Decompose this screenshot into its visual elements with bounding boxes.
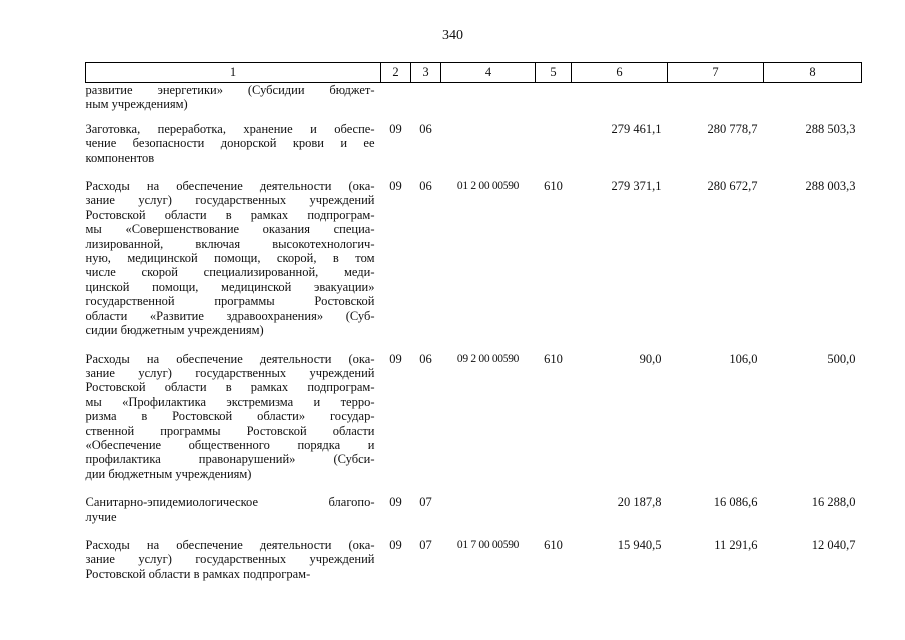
description-line: развитие энергетики» (Субсидии бюджет- [85,83,375,97]
amount-col-7 [668,83,764,122]
description-line: мы «Совершенствование оказания специа- [85,222,375,237]
amount-col-6: 279 461,1 [611,121,662,136]
description-line: Ростовской области в рамках подпрограм- [85,207,375,222]
expense-type-code: 610 [544,179,563,194]
description-line: чение безопасности донорской крови и ее [85,136,375,151]
table-header-row [86,63,862,83]
amount-col-8: 288 003,3 [805,179,856,194]
page-number: 340 [442,28,463,43]
description-line: дии бюджетным учреждениям) [85,466,252,481]
target-article-code: 01 2 00 00590 [456,180,520,193]
expense-type-code: 610 [544,537,563,552]
description-line: компонентов [85,150,155,165]
section-code: 09 [389,495,402,510]
table-row [86,122,862,179]
section-code: 09 [389,537,402,552]
row-description [86,352,381,496]
amount-col-8: 288 503,3 [805,121,856,136]
description-line: Расходы на обеспечение деятельности (ока- [85,179,375,194]
table-row [86,495,862,538]
description-line: мы «Профилактика экстремизма и терро- [85,394,375,409]
row-description [86,83,381,122]
section-code: 09 [389,121,402,136]
description-line: государственной программы Ростовской [85,294,375,309]
description-line: Заготовка, переработка, хранение и обеспе- [85,121,375,136]
row-description [86,495,381,538]
amount-col-6: 20 187,8 [617,495,662,510]
description-line: ную, медицинской помощи, скорой, в том [85,251,375,266]
amount-col-7: 11 291,6 [714,537,758,552]
description-line: области «Развитие здравоохранения» (Суб- [85,308,375,323]
description-line: лизированной, включая высокотехнологич- [85,236,375,251]
amount-col-7: 280 778,7 [707,121,758,136]
col-header-4: 4 [441,63,536,83]
description-line: Санитарно-эпидемиологическое благопо- [85,495,375,510]
amount-col-8: 12 040,7 [811,537,856,552]
description-line: Расходы на обеспечение деятельности (ока- [85,351,375,366]
budget-table [85,62,862,595]
description-line: лучие [85,509,117,524]
col-header-5: 5 [536,63,572,83]
col-header-6: 6 [572,63,668,83]
subsection-code: 06 [419,121,432,136]
description-line: цинской помощи, медицинской эвакуации» [85,279,375,294]
description-line: профилактика правонарушений» (Субси- [85,452,375,467]
description-line: зание услуг) государственных учреждений [85,193,375,208]
subsection-code: 06 [419,351,432,366]
amount-col-6: 15 940,5 [617,537,662,552]
target-article-code [441,83,536,122]
target-article-code: 09 2 00 00590 [456,352,520,365]
row-description [86,179,381,351]
target-article-code: 01 7 00 00590 [456,538,520,551]
amount-col-6: 279 371,1 [611,179,662,194]
amount-col-7: 106,0 [729,351,758,366]
expense-type-code [536,495,572,538]
subsection-code: 07 [419,495,432,510]
description-line: ственной программы Ростовской области [85,423,375,438]
section-code [381,83,411,122]
description-line: «Обеспечение общественного порядка и [85,437,375,452]
target-article-code [441,495,536,538]
table-row [86,352,862,496]
description-line: числе скорой специализированной, меди- [85,265,375,280]
description-line: Ростовской области в рамках подпрограм- [85,566,311,581]
col-header-2: 2 [381,63,411,83]
description-line: ным учреждениям) [85,97,188,112]
row-description [86,122,381,179]
amount-col-8 [764,83,862,122]
expense-type-code: 610 [544,351,563,366]
col-header-7: 7 [668,63,764,83]
description-line: сидии бюджетным учреждениям) [85,323,264,338]
amount-col-6 [572,83,668,122]
amount-col-7: 16 086,6 [713,495,758,510]
section-code: 09 [389,351,402,366]
description-line: зание услуг) государственных учреждений [85,552,375,567]
amount-col-8: 16 288,0 [811,495,856,510]
description-line: зание услуг) государственных учреждений [85,365,375,380]
subsection-code: 06 [419,179,432,194]
description-line: Ростовской области в рамках подпрограм- [85,380,375,395]
amount-col-6: 90,0 [639,351,662,366]
expense-type-code [536,122,572,179]
table-row [86,179,862,351]
target-article-code [441,122,536,179]
amount-col-8: 500,0 [827,351,856,366]
table-row [86,83,862,122]
col-header-3: 3 [411,63,441,83]
description-line: ризма в Ростовской области» государ- [85,409,375,424]
subsection-code: 07 [419,537,432,552]
table-row [86,538,862,595]
section-code: 09 [389,179,402,194]
col-header-1: 1 [86,63,381,83]
description-line: Расходы на обеспечение деятельности (ока- [85,537,375,552]
subsection-code [411,83,441,122]
expense-type-code [536,83,572,122]
amount-col-7: 280 672,7 [707,179,758,194]
col-header-8: 8 [764,63,862,83]
row-description [86,538,381,595]
